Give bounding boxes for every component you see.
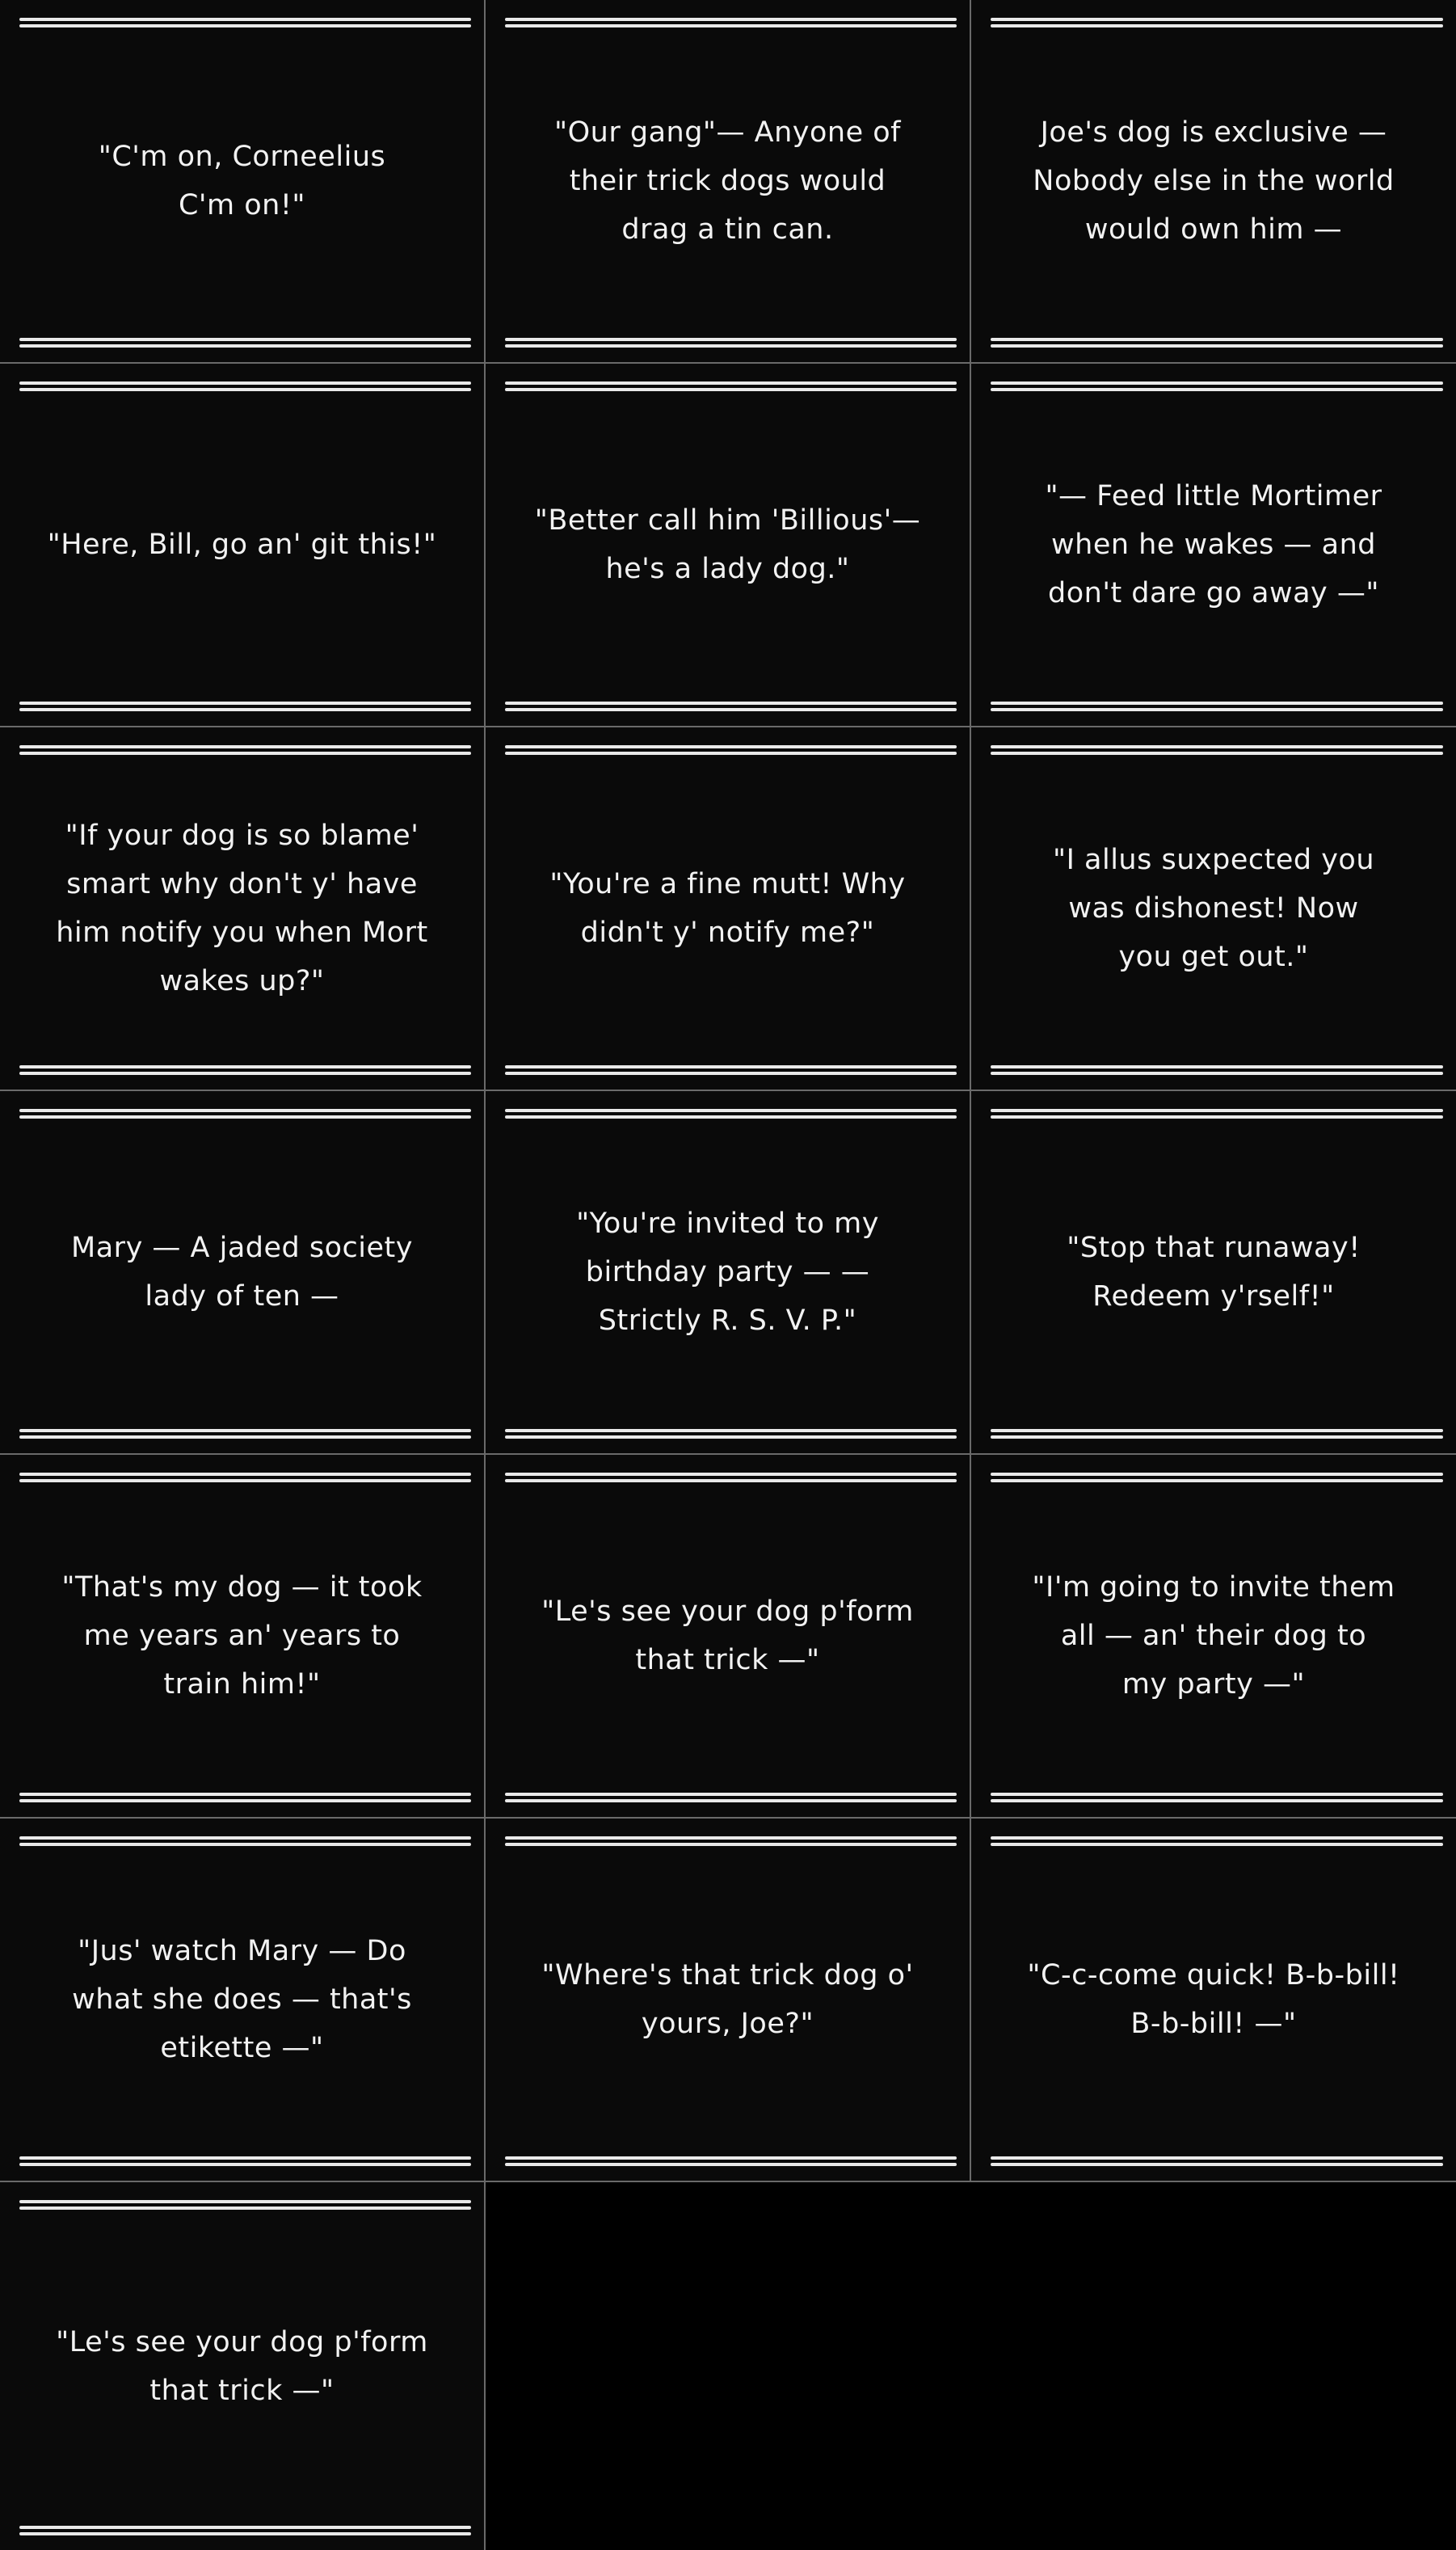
title-card: [971, 0, 1456, 364]
bottom-rule: [991, 1065, 1443, 1075]
empty-cell: [486, 2182, 971, 2550]
title-card-text: Mary — A jaded society lady of ten —: [71, 1232, 413, 1313]
title-card: [0, 2182, 486, 2550]
bottom-rule: [505, 1793, 957, 1802]
title-card-text: "You're invited to my birthday party — — Strictly R. S. V. P.": [576, 1208, 879, 1337]
bottom-rule: [991, 1429, 1443, 1439]
top-rule: [19, 18, 471, 27]
title-card-text: "Le's see your dog p'form that trick —": [56, 2325, 428, 2407]
title-card-text: "Where's that trick dog o' yours, Joe?": [541, 1959, 914, 2040]
bottom-rule: [505, 1065, 957, 1075]
top-rule: [19, 745, 471, 755]
title-card: [971, 1091, 1456, 1455]
top-rule: [19, 381, 471, 391]
title-card: [971, 1455, 1456, 1819]
title-card-text: "Here, Bill, go an' git this!": [47, 529, 437, 561]
title-card: [971, 727, 1456, 1091]
top-rule: [991, 1109, 1443, 1119]
bottom-rule: [19, 1429, 471, 1439]
title-card-text: "C'm on, Corneelius C'm on!": [98, 141, 386, 221]
bottom-rule: [505, 702, 957, 711]
top-rule: [505, 745, 957, 755]
bottom-rule: [19, 1065, 471, 1075]
bottom-rule: [991, 702, 1443, 711]
title-card: [0, 364, 486, 727]
top-rule: [991, 18, 1443, 27]
title-card-text: "Jus' watch Mary — Do what she does — that's etikette —": [72, 1935, 412, 2064]
top-rule: [19, 1836, 471, 1846]
title-card-text: Joe's dog is exclusive — Nobody else in the world would own him —: [1033, 116, 1395, 246]
title-card-text: "Stop that runaway! Redeem y'rself!": [1067, 1232, 1361, 1313]
bottom-rule: [505, 338, 957, 348]
top-rule: [991, 1473, 1443, 1482]
title-card-text: "You're a fine mutt! Why didn't y' notify me?": [549, 868, 906, 949]
top-rule: [19, 1473, 471, 1482]
bottom-rule: [505, 1429, 957, 1439]
bottom-rule: [19, 702, 471, 711]
title-card-text: "Better call him 'Billious'— he's a lady dog.": [534, 504, 921, 585]
top-rule: [505, 1836, 957, 1846]
title-card: [486, 1455, 971, 1819]
title-card: [971, 364, 1456, 727]
top-rule: [19, 2200, 471, 2210]
title-card-text: "Le's see your dog p'form that trick —": [541, 1595, 914, 1676]
bottom-rule: [991, 338, 1443, 348]
bottom-rule: [19, 338, 471, 348]
bottom-rule: [991, 2156, 1443, 2166]
bottom-rule: [505, 2156, 957, 2166]
title-card-text: "That's my dog — it took me years an' years to train him!": [61, 1571, 423, 1701]
title-card: [486, 1819, 971, 2182]
top-rule: [991, 381, 1443, 391]
title-card: [0, 0, 486, 364]
top-rule: [19, 1109, 471, 1119]
top-rule: [991, 745, 1443, 755]
title-card: [486, 727, 971, 1091]
title-card-text: "Our gang"— Anyone of their trick dogs would drag a tin can.: [554, 116, 901, 246]
top-rule: [505, 381, 957, 391]
top-rule: [505, 1109, 957, 1119]
bottom-rule: [19, 2526, 471, 2535]
top-rule: [991, 1836, 1443, 1846]
title-card: [486, 364, 971, 727]
title-card-text: "I'm going to invite them all — an' their dog to my party —": [1032, 1571, 1395, 1701]
title-card: [0, 727, 486, 1091]
title-card-text: "If your dog is so blame' smart why don't y' have him notify you when Mort wakes up?": [56, 820, 428, 997]
title-card: [0, 1455, 486, 1819]
bottom-rule: [991, 1793, 1443, 1802]
title-card: [486, 0, 971, 364]
empty-cell: [971, 2182, 1456, 2550]
bottom-rule: [19, 1793, 471, 1802]
title-card-text: "— Feed little Mortimer when he wakes — and don't dare go away —": [1045, 480, 1382, 609]
title-card: [0, 1091, 486, 1455]
top-rule: [505, 1473, 957, 1482]
title-card-text: "I allus suxpected you was dishonest! Now you get out.": [1052, 844, 1375, 973]
title-card: [486, 1091, 971, 1455]
title-card: [0, 1819, 486, 2182]
top-rule: [505, 18, 957, 27]
bottom-rule: [19, 2156, 471, 2166]
title-card-text: "C-c-come quick! B-b-bill! B-b-bill! —": [1027, 1959, 1400, 2040]
title-card: [971, 1819, 1456, 2182]
